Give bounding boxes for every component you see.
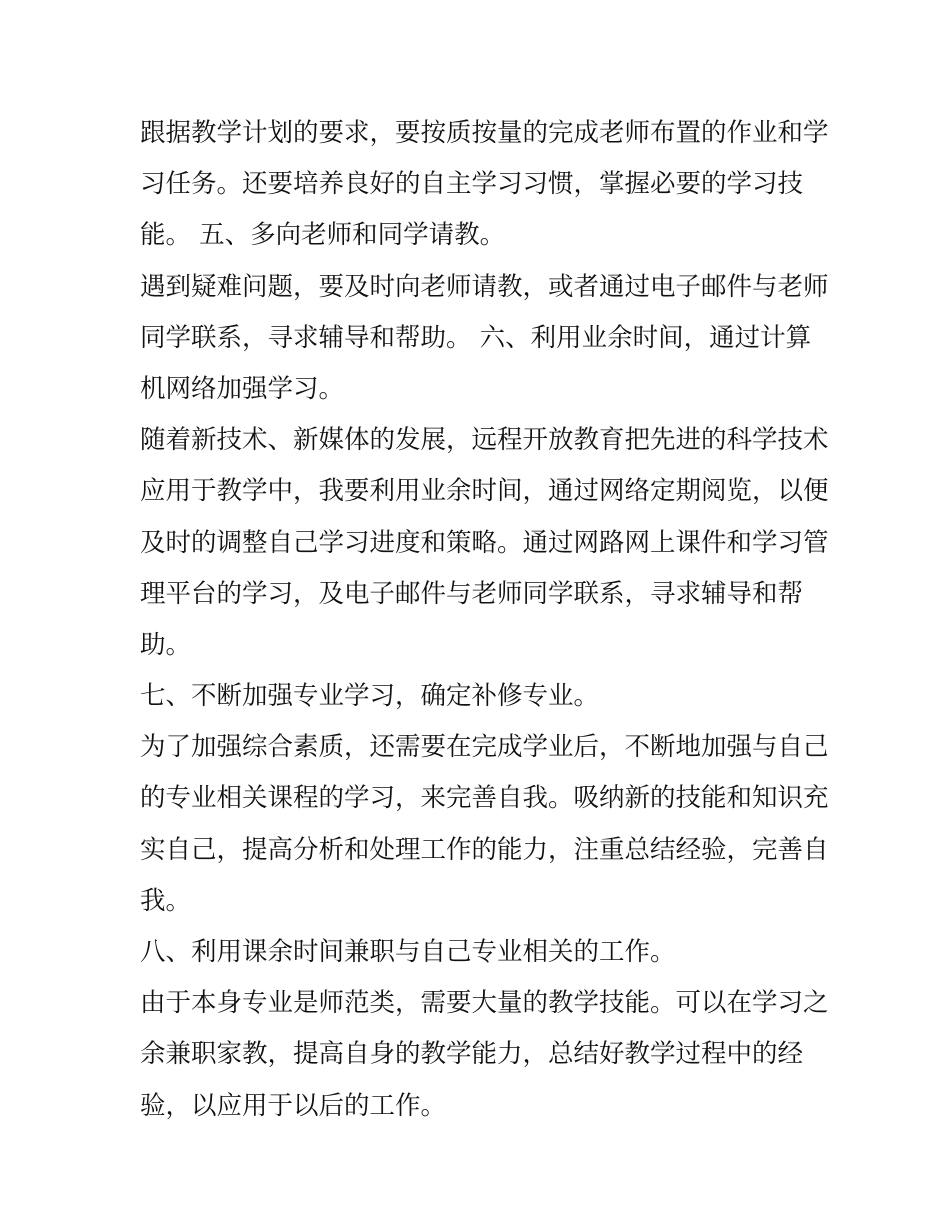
text-line: 跟据教学计划的要求，要按质按量的完成老师布置的作业和学 [140,118,829,148]
text-line: 我。 [140,885,192,916]
text-line: 习任务。还要培养良好的自主学习习惯，掌握必要的学习技 [140,169,804,200]
text-line: 同学联系，寻求辅导和帮助。 六、利用业余时间，通过计算 [140,322,812,353]
text-line: 的专业相关课程的学习，来完善自我。吸纳新的技能和知识充 [140,783,829,814]
text-line: 余兼职家教，提高自身的教学能力，总结好教学过程中的经 [140,1039,804,1070]
document-body [140,108,829,1132]
text-line: 由于本身专业是师范类，需要大量的教学技能。可以在学习之 [140,988,829,1019]
text-line: 应用于教学中，我要利用业余时间，通过网络定期阅览，以便 [140,476,829,507]
text-line: 实自己，提高分析和处理工作的能力，注重总结经验，完善自 [140,834,829,865]
text-line: 及时的调整自己学习进度和策略。通过网路网上课件和学习管 [140,527,829,558]
text-line: 机网络加强学习。 [140,373,345,404]
text-line: 验，以应用于以后的工作。 [140,1090,447,1121]
text-line: 理平台的学习，及电子邮件与老师同学联系，寻求辅导和帮 [140,578,804,609]
text-line: 能。 五、多向老师和同学请教。 [140,220,506,251]
text-line: 助。 [140,629,192,660]
section-heading: 八、利用课余时间兼职与自己专业相关的工作。 [140,937,676,967]
text-line: 遇到疑难问题，要及时向老师请教，或者通过电子邮件与老师 [140,271,829,302]
text-line: 为了加强综合素质，还需要在完成学业后，不断地加强与自己 [140,732,829,763]
section-heading: 七、不断加强专业学习，确定补修专业。 [140,681,600,712]
text-line: 随着新技术、新媒体的发展，远程开放教育把先进的科学技术 [140,425,829,456]
